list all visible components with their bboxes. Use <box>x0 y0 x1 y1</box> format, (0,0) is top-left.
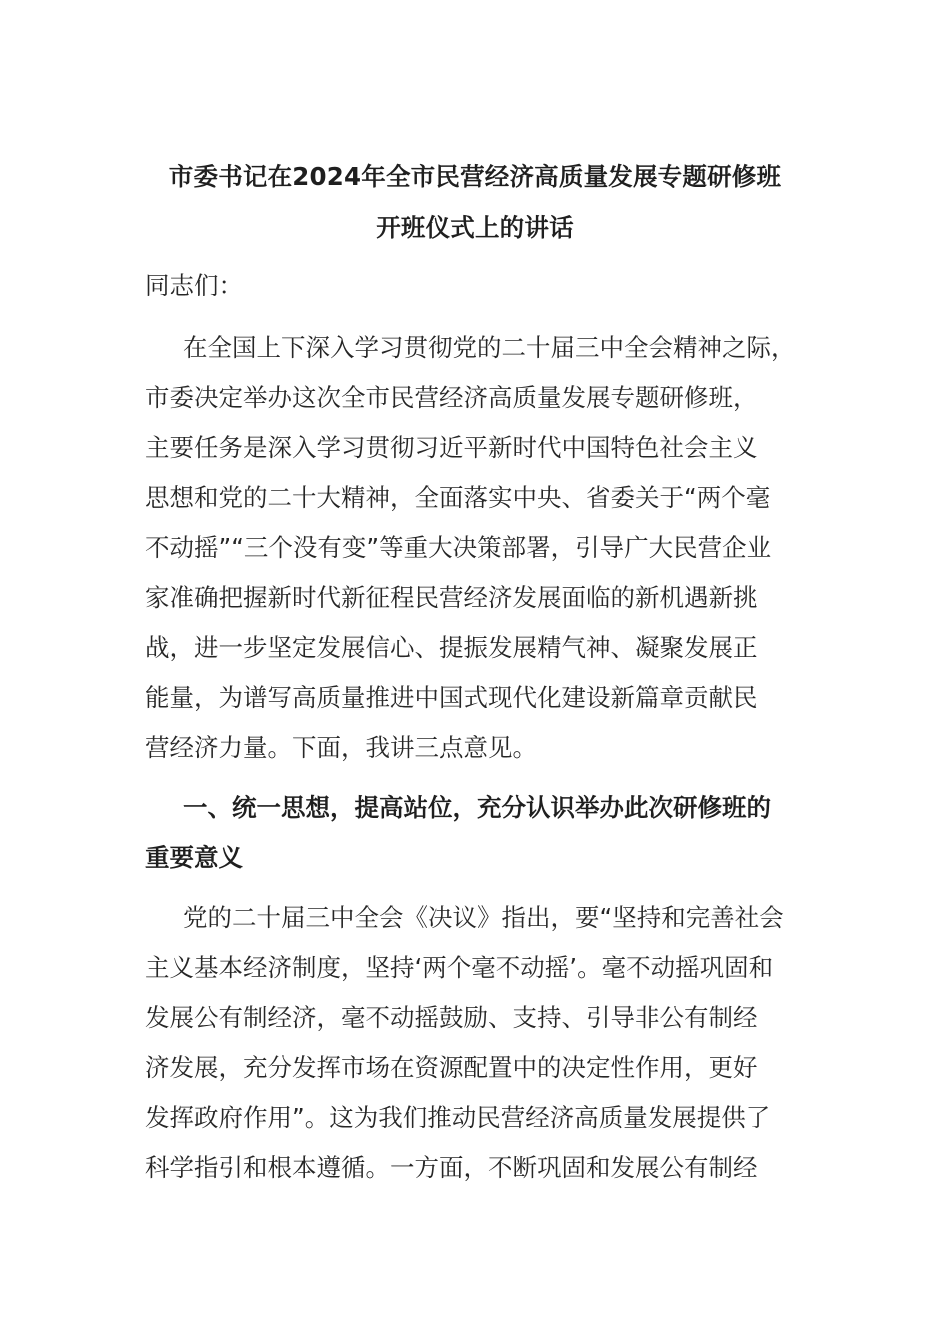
document-title-line-1: 市委书记在2024年全市民营经济高质量发展专题研修班 <box>168 162 782 191</box>
heading-line: 一、统一思想，提高站位，充分认识举办此次研修班的 <box>183 793 771 822</box>
paragraph-line: 营经济力量。下面，我讲三点意见。 <box>145 733 537 762</box>
paragraph-line: 发挥政府作用”。这为我们推动民营经济高质量发展提供了 <box>145 1103 771 1132</box>
heading-line: 重要意义 <box>145 843 243 872</box>
salutation <box>145 261 845 311</box>
document-title-line-2: 开班仪式上的讲话 <box>376 213 574 242</box>
paragraph-line: 党的二十届三中全会《决议》指出，要“坚持和完善社会 <box>183 903 784 932</box>
paragraph-line: 在全国上下深入学习贯彻党的二十届三中全会精神之际， <box>183 333 796 362</box>
paragraph-line: 济发展，充分发挥市场在资源配置中的决定性作用，更好 <box>145 1053 758 1082</box>
paragraph-line: 不动摇”“三个没有变”等重大决策部署，引导广大民营企业 <box>145 533 772 562</box>
paragraph-line: 科学指引和根本遵循。一方面，不断巩固和发展公有制经 <box>145 1153 758 1182</box>
paragraph-line: 思想和党的二十大精神，全面落实中央、省委关于“两个毫 <box>145 483 771 512</box>
paragraph-line: 主要任务是深入学习贯彻习近平新时代中国特色社会主义 <box>145 433 758 462</box>
paragraph-line: 家准确把握新时代新征程民营经济发展面临的新机遇新挑 <box>145 583 758 612</box>
paragraph-line: 市委决定举办这次全市民营经济高质量发展专题研修班， <box>145 383 758 412</box>
paragraph-intro <box>145 323 845 773</box>
paragraph-line: 能量，为谱写高质量推进中国式现代化建设新篇章贡献民 <box>145 683 758 712</box>
paragraph-section-1 <box>145 893 845 1193</box>
paragraph-line: 战，进一步坚定发展信心、提振发展精气神、凝聚发展正 <box>145 633 758 662</box>
salutation-text: 同志们： <box>145 271 243 300</box>
paragraph-line: 主义基本经济制度，坚持‘两个毫不动摇’。毫不动摇巩固和 <box>145 953 774 982</box>
paragraph-line: 发展公有制经济，毫不动摇鼓励、支持、引导非公有制经 <box>145 1003 758 1032</box>
section-heading-1 <box>145 783 845 883</box>
